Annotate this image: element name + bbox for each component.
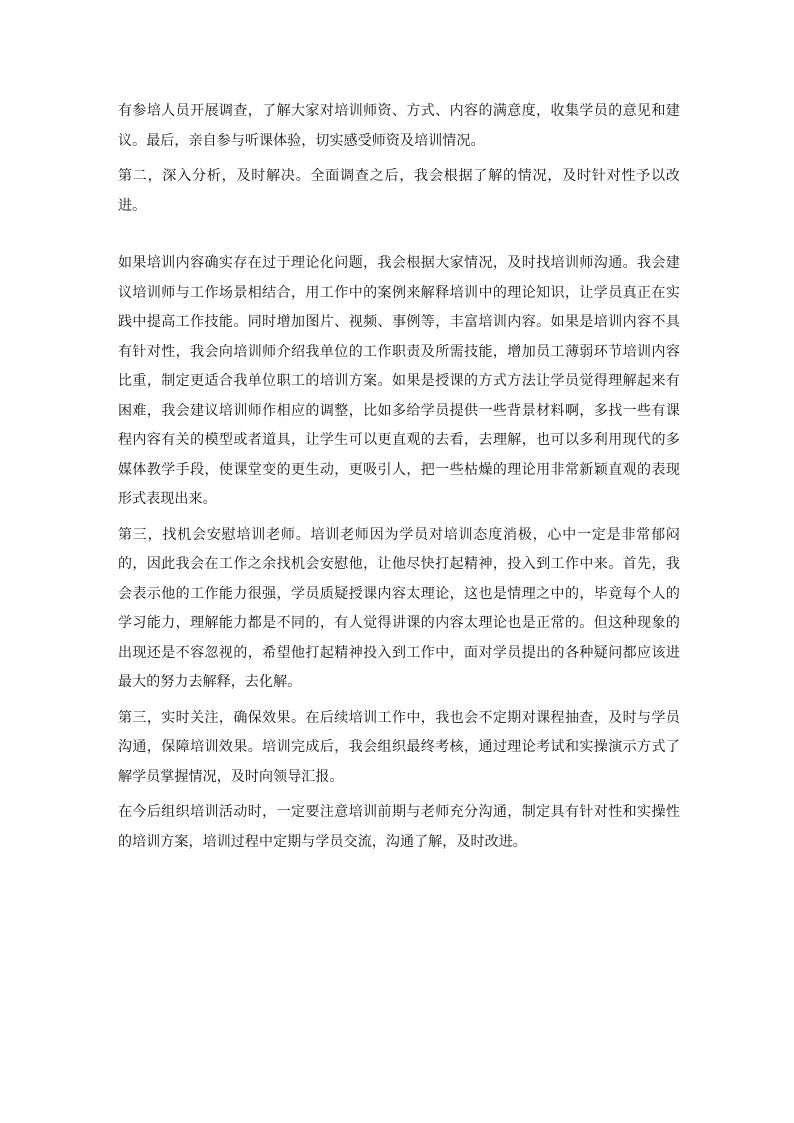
paragraph-analysis: 第二，深入分析，及时解决。全面调查之后，我会根据了解的情况，及时针对性予以改进。 [118,168,680,214]
paragraph-content-improvement: 如果培训内容确实存在过于理论化问题，我会根据大家情况，及时找培训师沟通。我会建议培训师与工作场景相结合，用工作中的案例来解释培训中的理论知识，让学员真正在实践中提高工作技能。同时增加图片、视频、事例等，丰富培训内容。如果是培训内容不具有针对性，我会向培训师介绍我单位的工作职责及所需技能，增加员工薄弱环节培训内容比重，制定更适合我单位职工的培训方案。如果是授课的方式方法让学员觉得理解起来有困难，我会建议培训师作相应的调整，比如多给学员提供一些背景材料啊，多找一些有课程内容有关的模型或者道具，让学生可以更直观的去看，去理解，也可以多利用现代的多媒体教学手段，使课堂变的更生动，更吸引人，把一些枯燥的理论用非常新颖直观的表现形式表现出来。 [118,255,680,507]
paragraph-future-plan: 在今后组织培训活动时，一定要注意培训前期与老师充分沟通，制定具有针对性和实操性的培训方案，培训过程中定期与学员交流，沟通了解，及时改进。 [118,804,680,850]
paragraph-comfort-trainer: 第三，找机会安慰培训老师。培训老师因为学员对培训态度消极，心中一定是非常郁闷的，因此我会在工作之余找机会安慰他，让他尽快打起精神，投入到工作中来。首先，我会表示他的工作能力很强，学员质疑授课内容太理论，这也是情理之中的，毕竟每个人的学习能力，理解能力都是不同的，有人觉得讲课的内容太理论也是正常的。但这种现象的出现还是不容忽视的，希望他打起精神投入到工作中，面对学员提出的各种疑问都应该进最大的努力去解释，去化解。 [118,526,680,690]
document-body [118,97,680,857]
paragraph-follow-up: 第三，实时关注，确保效果。在后续培训工作中，我也会不定期对课程抽查，及时与学员沟通，保障培训效果。培训完成后，我会组织最终考核，通过理论考试和实操演示方式了解学员掌握情况，及时向领导汇报。 [118,709,680,785]
paragraph-survey: 有参培人员开展调查，了解大家对培训师资、方式、内容的满意度，收集学员的意见和建议。最后，亲自参与听课体验，切实感受师资及培训情况。 [118,103,680,149]
